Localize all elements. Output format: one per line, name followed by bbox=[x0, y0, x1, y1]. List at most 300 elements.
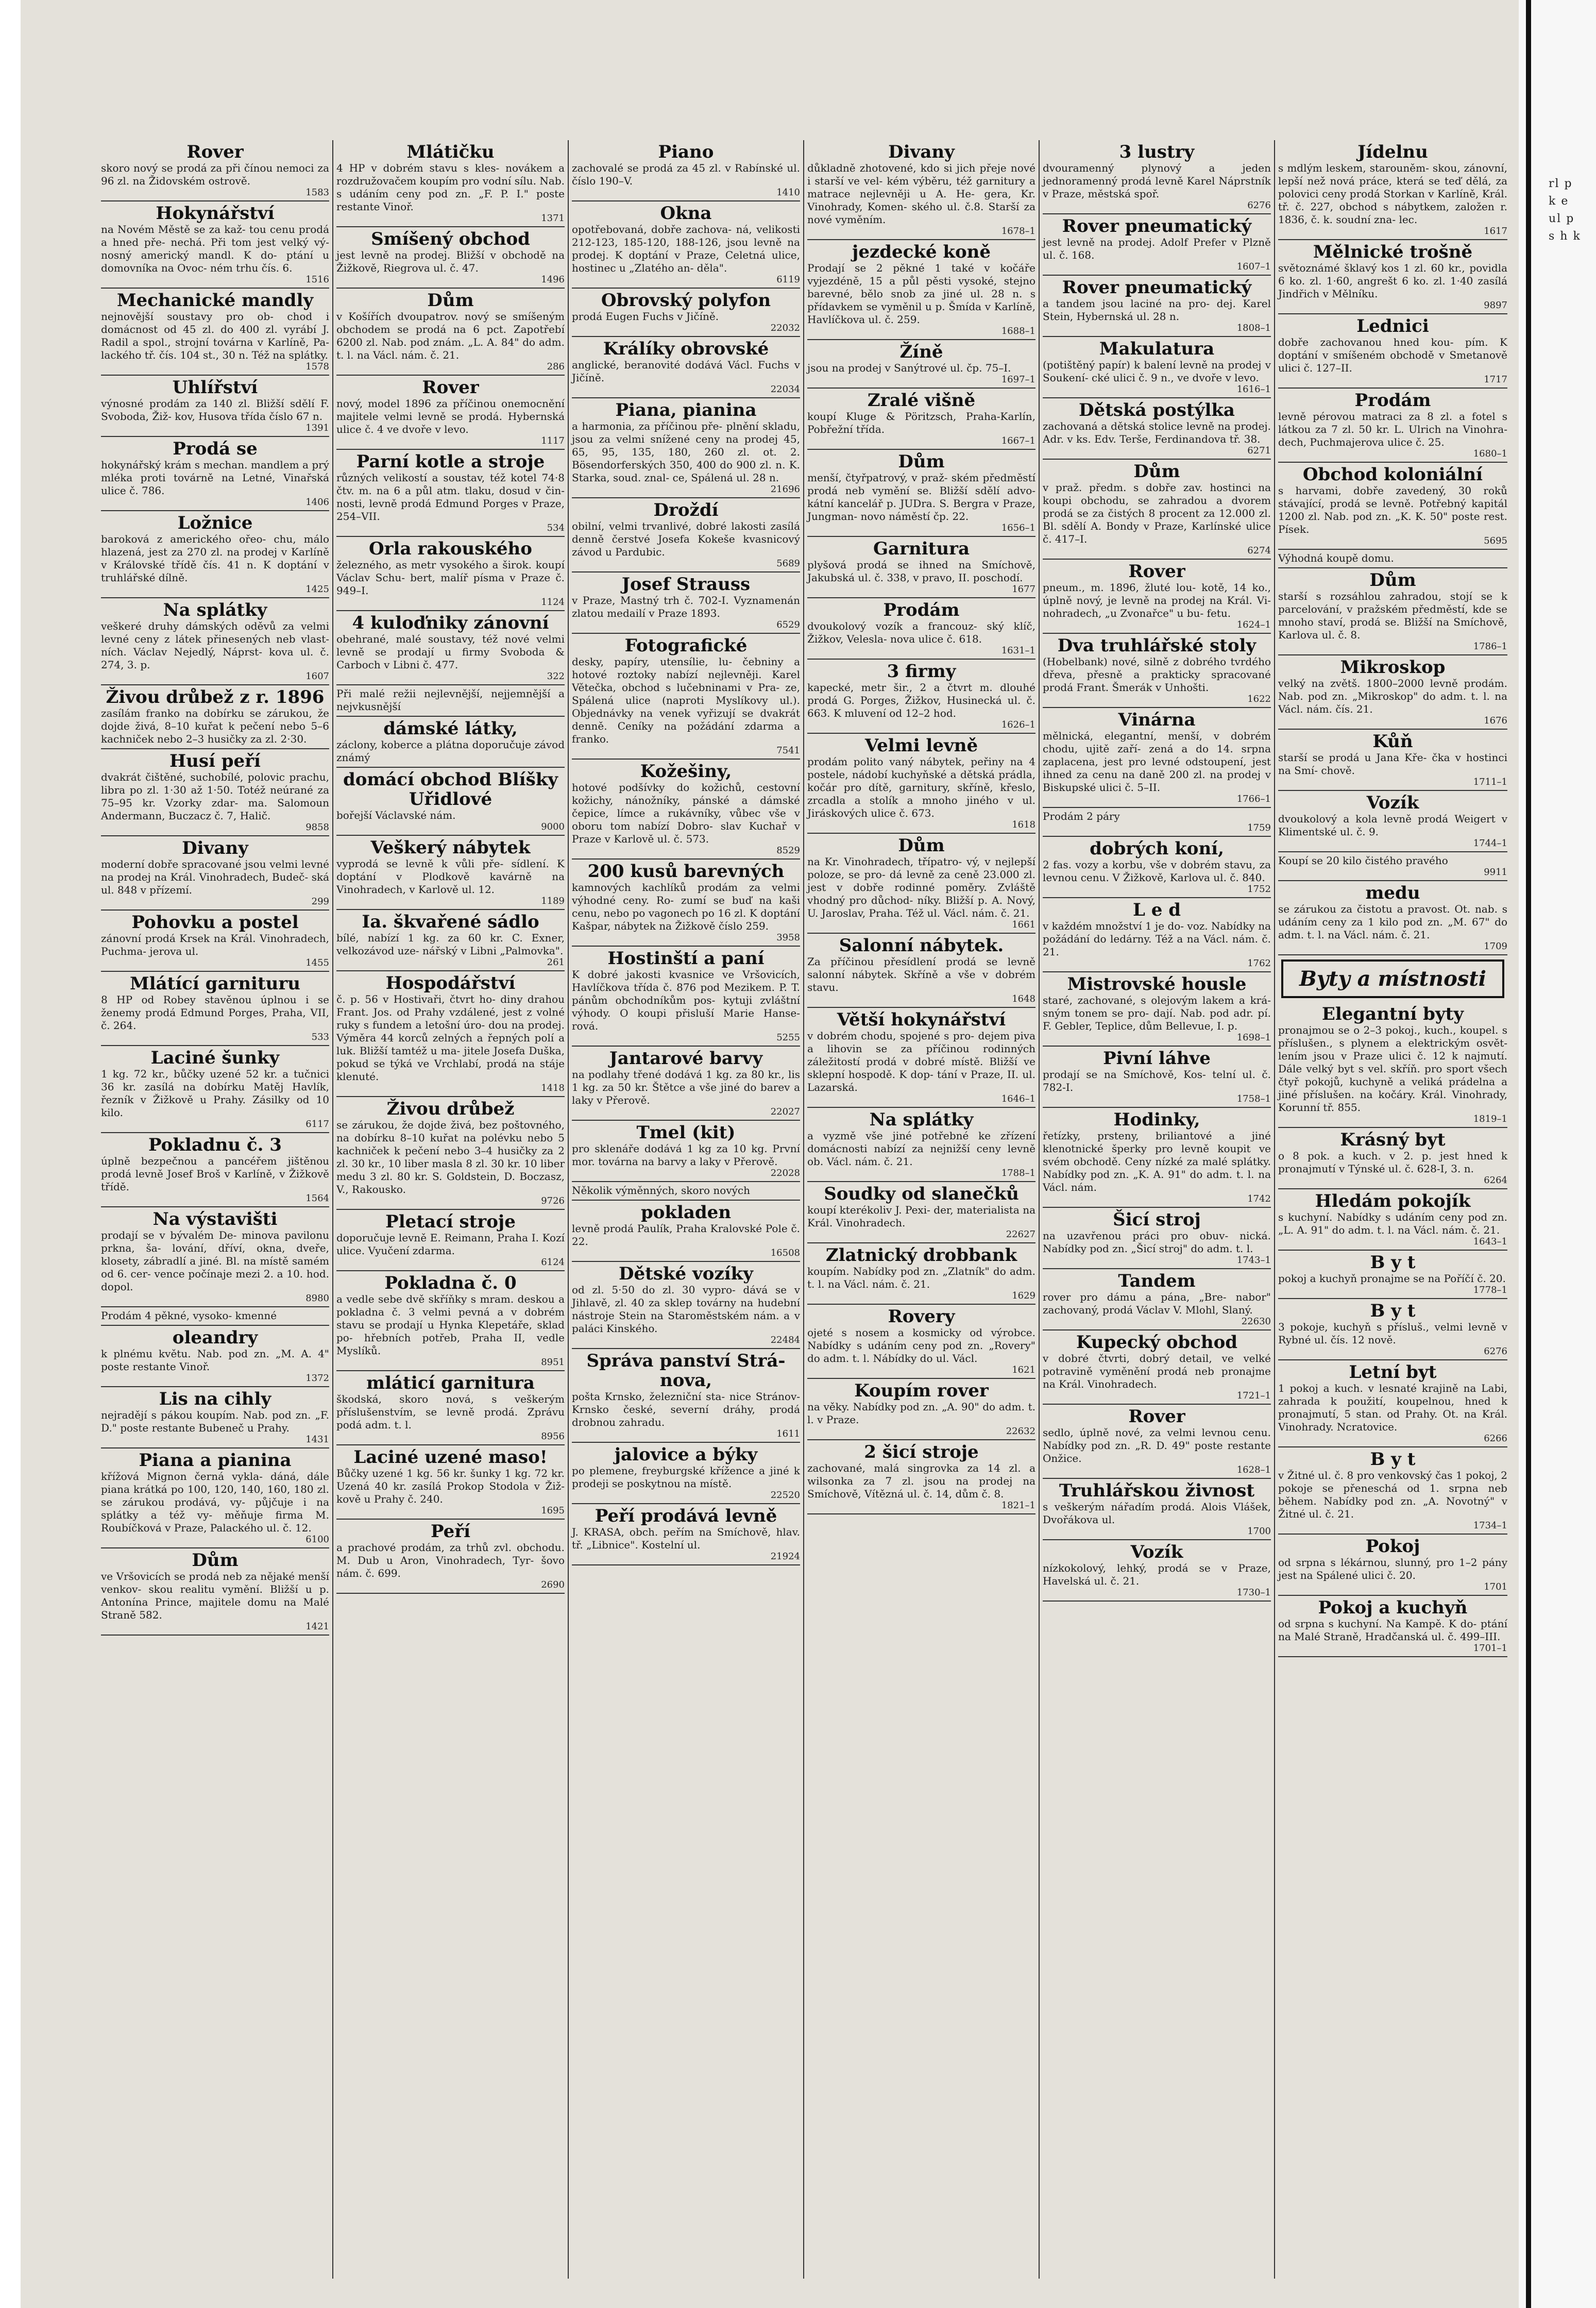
classified-ad bbox=[336, 376, 565, 450]
classified-ad bbox=[807, 1440, 1035, 1514]
ad-heading: jalovice a býky bbox=[614, 1444, 758, 1465]
classified-ad bbox=[1043, 398, 1271, 460]
ad-number: 1766–1 bbox=[1236, 794, 1271, 804]
ad-number: 22028 bbox=[770, 1168, 800, 1178]
ad-number: 6274 bbox=[1247, 545, 1271, 556]
ad-heading: Dům bbox=[1369, 570, 1416, 591]
ad-heading: mláticí garnitura bbox=[366, 1373, 535, 1393]
ad-body: zachované, malá singrovka za 14 zl. a wilsonka za 7 zl. jsou na prodej na Smíchově, Vítězná ul. č. 14, dům č. 8. bbox=[807, 1462, 1035, 1500]
ad-heading: dobrých koní, bbox=[1090, 838, 1224, 859]
ad-heading: dámské látky, bbox=[383, 718, 518, 739]
classified-ad bbox=[807, 140, 1035, 240]
ad-number: 7541 bbox=[776, 745, 800, 756]
ad-heading: Divany bbox=[888, 142, 955, 162]
ad-number: 1819–1 bbox=[1473, 1114, 1507, 1124]
ad-body: Za příčinou přesídlení prodá se levně salonní nábytek. Skříně a vše v dobrém stavu. bbox=[807, 955, 1035, 993]
ad-heading: Velmi levně bbox=[864, 735, 978, 756]
page-edge-shadow bbox=[1526, 0, 1531, 2308]
ad-heading: Správa panství Strá- nova, bbox=[586, 1351, 786, 1391]
ad-number: 5689 bbox=[776, 558, 800, 569]
ad-body: pokoj a kuchyň pronajme se na Poříčí č. 20. bbox=[1278, 1272, 1506, 1285]
classified-ad bbox=[1278, 1299, 1507, 1360]
ad-heading: Smíšený obchod bbox=[371, 229, 530, 249]
classified-ad bbox=[336, 1210, 565, 1271]
ad-number: 8529 bbox=[776, 845, 800, 856]
ad-number: 1622 bbox=[1247, 694, 1271, 704]
ad-body: od zl. 5·50 do zl. 30 vypro- dává se v Jihlavě, zl. 40 za sklep továrny na hudební nástroje Stein na Staroměstském nám. a v paláci Kinského. bbox=[572, 1284, 800, 1335]
ad-body: ve Vršovicích se prodá neb za nějaké menší venkov- skou realitu vymění. Bližší u p. Antonína Prince, majitele domu na Malé Straně 582. bbox=[101, 1570, 329, 1621]
ad-body: prodám polito vaný nábytek, peřiny na 4 postele, nádobí kuchyňské a dětská prádla, kočár pro dítě, garnitury, skříně, křeslo, zrcadla a stolík a mnoho jiného v ul. Jiráskových ulice č. 673. bbox=[807, 755, 1035, 819]
ad-heading: Prodám bbox=[1354, 390, 1431, 411]
classified-ad bbox=[572, 1121, 800, 1182]
ad-number: 1431 bbox=[305, 1434, 329, 1445]
classified-ad bbox=[807, 660, 1035, 734]
ad-heading: Ložnice bbox=[177, 513, 253, 533]
ad-heading: Garnitura bbox=[873, 538, 970, 559]
ad-body: s harvami, dobře zavedený, 30 roků stávající, prodá se levně. Potřebný kapitál 1200 zl. Nab. pod zn. „K. K. 50" poste rest. Písek. bbox=[1278, 484, 1507, 535]
classified-ad bbox=[101, 1548, 329, 1636]
ad-number: 22632 bbox=[1006, 1426, 1035, 1437]
ad-heading: Rover bbox=[186, 142, 244, 162]
ad-body: a prachové prodám, za trhů zvl. obchodu. M. Dub u Aron, Vinohradech, Tyr- šovo nám. č. 699. bbox=[336, 1541, 565, 1579]
classified-ad bbox=[572, 201, 800, 289]
ad-heading: Soudky od slanečků bbox=[824, 1184, 1019, 1204]
ad-body: a harmonia, za příčinou pře- plnění skladu, jsou za velmi snížené ceny na prodej 45, 65, 95, 135, 180, 260 zl. ot. 2. Bösendorferských 350, 400 do 900 zl. n. K. Starka, soud. znal- ce, Spálená ul. 28 n. bbox=[572, 420, 800, 484]
ad-body: nízkokolový, lehký, prodá se v Praze, Havelská ul. č. 21. bbox=[1043, 1562, 1271, 1587]
classified-ad bbox=[1043, 898, 1271, 972]
ad-heading: Letní byt bbox=[1349, 1362, 1437, 1383]
ad-body: zachovalé se prodá za 45 zl. v Rabínské ul. číslo 190–V. bbox=[572, 162, 800, 187]
ad-heading: Rover bbox=[1128, 1406, 1185, 1427]
classified-ad bbox=[1043, 708, 1271, 808]
ad-heading: medu bbox=[1365, 883, 1420, 903]
ad-body: rover pro dámu a pána, „Bre- nabor" zachovaný, prodá Václav V. Mlohl, Slaný. bbox=[1043, 1291, 1271, 1316]
ad-number: 322 bbox=[547, 671, 565, 682]
ad-body: na Novém Městě se za kaž- tou cenu prodá a hned pře- nechá. Při tom jest velký vý- nosný americký mandl. K do- ptání u domovníka na Ovoc- ném trhu čís. 6. bbox=[101, 223, 329, 274]
classified-ad bbox=[572, 1262, 800, 1349]
ad-body: škodská, skoro nová, s veškerým příslušenstvím, se levně prodá. Zprávu podá adm. t. l. bbox=[336, 1393, 565, 1431]
ad-heading: Makulatura bbox=[1099, 339, 1215, 359]
ad-heading: Tmel (kit) bbox=[636, 1122, 736, 1143]
ad-number: 2690 bbox=[541, 1579, 565, 1590]
ad-body: starší s rozsáhlou zahradou, stojí se k parcelování, v pražském předměstí, kde se mnoho staví, prodá se. Bližší na Smíchově, Karlova ul. č. 8. bbox=[1278, 590, 1507, 641]
ad-body: levně prodá Paulík, Praha Kralovské Pole č. 22. bbox=[572, 1222, 800, 1248]
ad-heading: 200 kusů barevných bbox=[587, 861, 785, 882]
ad-heading: Dva truhlářské stoly bbox=[1057, 635, 1257, 656]
classified-ad bbox=[1278, 791, 1507, 852]
ad-body: (potištěný papír) k balení levně na prodej v Soukení- cké ulici č. 9 n., ve dvoře v levo. bbox=[1043, 359, 1271, 384]
classified-ad bbox=[1278, 655, 1507, 730]
classified-ad bbox=[572, 1201, 800, 1262]
ad-number: 1762 bbox=[1247, 958, 1271, 969]
ad-heading: Mechanické mandly bbox=[116, 290, 314, 311]
ad-number: 1607–1 bbox=[1236, 261, 1271, 272]
ad-body: staré, zachované, s olejovým lakem a krá- sným tonem se pro- dají. Nab. pod adr. pí. F. Gebler, Teplice, dům Bellevue, I. p. bbox=[1043, 994, 1271, 1032]
ad-number: 6100 bbox=[305, 1534, 329, 1545]
ad-heading: L e d bbox=[1133, 900, 1181, 920]
classified-ad bbox=[1043, 1540, 1271, 1602]
ad-body: dvakrát čištěné, suchobílé, polovic prachu, libra po zl. 1·30 až 1·50. Totéž neúrané za 75–95 kr. Vzorky zdar- ma. Salomoun Andermann, Buczacz č. 7, Halič. bbox=[101, 771, 329, 822]
ad-number: 1406 bbox=[305, 497, 329, 508]
classified-ad bbox=[336, 450, 565, 537]
ad-body: výnosné prodám za 140 zl. Bližší sdělí F. Svoboda, Žiž- kov, Husova třída číslo 67 n. bbox=[101, 397, 329, 423]
classified-ad bbox=[1278, 1002, 1507, 1128]
ad-body: Při malé režii nejlevnější, nejjemnější a nejvkusnější bbox=[336, 687, 565, 713]
ad-heading: Vozík bbox=[1366, 793, 1419, 813]
ad-body: č. p. 56 v Hostivaři, čtvrt ho- diny drahou Frant. Jos. od Prahy vzdálené, jest z volné ruky s fundem a letošní úro- dou na prodej. Výměra 44 korců zelných a řepných polí a luk. Bližší tamtéž u ma- jitele Josefa Duška, pokud se týká ve Vrchlabí, prodá na stáje klenuté. bbox=[336, 993, 565, 1083]
ad-heading: Salonní nábytek. bbox=[839, 935, 1004, 956]
ad-number: 1418 bbox=[541, 1083, 565, 1093]
ad-heading: Dětská postýlka bbox=[1079, 400, 1235, 420]
classified-ad bbox=[807, 240, 1035, 340]
ad-heading: Živou drůbež bbox=[386, 1099, 515, 1119]
ad-heading: B y t bbox=[1370, 1252, 1416, 1273]
ad-number: 6117 bbox=[305, 1119, 329, 1130]
classified-ad bbox=[1278, 1596, 1507, 1657]
ad-heading: Žíně bbox=[899, 342, 943, 362]
ad-heading: pokladen bbox=[640, 1202, 732, 1223]
ad-number: 1678–1 bbox=[1001, 226, 1035, 237]
ad-heading: Zralé višně bbox=[867, 390, 976, 411]
classified-ad bbox=[1043, 1047, 1271, 1108]
classified-ad bbox=[1278, 314, 1507, 389]
classified-ad bbox=[101, 1133, 329, 1207]
ad-heading: Dětské vozíky bbox=[619, 1263, 753, 1284]
ad-heading: Na splátky bbox=[163, 600, 267, 620]
ad-heading: Jídelnu bbox=[1357, 142, 1428, 162]
ad-body: koupí kterékoliv J. Pexi- der, materialista na Král. Vinohradech. bbox=[807, 1204, 1035, 1229]
ad-body: mělnická, elegantní, menší, v dobrém chodu, ujitě zaří- zená a do 14. srpna zaplacena, jest pro levné odstoupení, jest ihned za cenu na daně 200 zl. na prodej v Biskupské ulici č. 5–II. bbox=[1043, 730, 1271, 794]
ad-body: sedlo, úplně nové, za velmi levnou cenu. Nabídky pod zn. „R. D. 49" poste restante Onžice. bbox=[1043, 1426, 1271, 1464]
ad-number: 1701 bbox=[1484, 1581, 1507, 1592]
ad-body: se zárukou, že dojde živá, bez poštovného, na dobírku 8–10 kuřat na polévku nebo 5 kachniček k pečení nebo 3–4 husičky za 2 zl. 30 kr., 10 liber masla 8 zl. 30 kr. 10 liber medu 3 zl. 80 kr. S. Goldstein, D. Boczasz, V., Rakousko. bbox=[336, 1119, 565, 1195]
ad-body: Několik výměnných, skoro nových bbox=[572, 1184, 751, 1197]
classified-ad bbox=[572, 634, 800, 760]
classified-ad bbox=[336, 910, 565, 971]
ad-heading: Hodinky, bbox=[1113, 1109, 1200, 1130]
ad-number: 1709 bbox=[1484, 941, 1507, 952]
ad-number: 261 bbox=[547, 957, 565, 968]
ad-body: pronajmou se o 2–3 pokoj., kuch., koupel. s příslušen., s plynem a elektrickým osvět- lením jsou v Praze ulici č. 12 k najmutí. Dále velký byt s vel. skříň. pro sport všech čtyř pokojů, kuchyně a veliká prádelna a jiné příslušen. na kočáry. Král. Vinohrady, Korunní tř. 855. bbox=[1278, 1024, 1507, 1114]
classified-ad bbox=[572, 1504, 800, 1565]
classified-ad bbox=[101, 140, 329, 201]
ad-heading: Peří prodává levně bbox=[595, 1506, 777, 1526]
ad-heading: 2 šicí stroje bbox=[864, 1442, 979, 1462]
ad-number: 5695 bbox=[1484, 535, 1507, 546]
ad-body: dvouramenný plynový a jeden jednoramenný prodá levně Karel Náprstník v Praze, městská spoř. bbox=[1043, 162, 1271, 200]
ad-body: zánovní prodá Krsek na Král. Vinohradech, Puchma- jerova ul. bbox=[101, 932, 329, 957]
classified-ad bbox=[336, 768, 565, 836]
classified-ad bbox=[572, 289, 800, 337]
ad-heading: domácí obchod Blíšky Uřidlové bbox=[343, 769, 558, 810]
ad-number: 21924 bbox=[770, 1551, 800, 1562]
ad-number: 1698–1 bbox=[1236, 1032, 1271, 1043]
ad-number: 1661 bbox=[1012, 919, 1035, 930]
ad-body: v každém množství 1 je do- voz. Nabídky na požádání do ledárny. Též a na Václ. nám. č. 21. bbox=[1043, 920, 1271, 958]
ad-number: 1624–1 bbox=[1236, 619, 1271, 630]
classified-ad bbox=[1278, 1128, 1507, 1189]
classified-ad bbox=[807, 450, 1035, 537]
ad-heading: Dům bbox=[898, 835, 945, 856]
column-4 bbox=[804, 140, 1040, 2279]
ad-number: 1701–1 bbox=[1473, 1643, 1507, 1654]
ad-number: 1721–1 bbox=[1236, 1390, 1271, 1401]
ad-heading: Lednici bbox=[1356, 316, 1429, 336]
ad-body: s kuchyní. Nabídky s udáním ceny pod zn. „L. A. 91" do adm. t. l. na Václ. nám. č. 21. bbox=[1278, 1211, 1507, 1236]
classified-ad bbox=[1278, 1360, 1507, 1447]
classified-ad bbox=[1278, 550, 1507, 568]
ad-number: 1744–1 bbox=[1473, 838, 1507, 849]
ad-heading: Zlatnický drobbank bbox=[825, 1245, 1017, 1266]
ad-body: na uzavřenou práci pro obuv- nická. Nabídky pod zn. „Šicí stroj" do adm. t. l. bbox=[1043, 1229, 1271, 1255]
ad-body: skoro nový se prodá za při čínou nemoci za 96 zl. na Židovském ostrově. bbox=[101, 162, 329, 187]
ad-body: a tandem jsou laciné na pro- dej. Karel Stein, Hybernská ul. 28 n. bbox=[1043, 297, 1271, 323]
newspaper-page bbox=[21, 0, 1519, 2308]
ad-number: 1676 bbox=[1484, 715, 1507, 726]
classified-ad bbox=[336, 971, 565, 1097]
ad-number: 286 bbox=[547, 361, 565, 372]
ad-body: nový, model 1896 za příčinou onemocnění majitele velmi levně se prodá. Hybernská ulice č. 4 ve dvoře v levo. bbox=[336, 397, 565, 435]
classified-ad bbox=[1043, 1108, 1271, 1208]
ad-body: a vedle sebe dvě skříňky s mram. deskou a pokladna č. 3 velmi pevná a v dobrém stavu se prodají u Hynka Klepetáře, sklad po- hřebních potřeb, Praha II, vedle Myslíků. bbox=[336, 1293, 565, 1357]
ad-number: 9000 bbox=[541, 821, 565, 832]
classified-ad bbox=[572, 1182, 800, 1201]
classified-ad bbox=[1043, 808, 1271, 837]
adjacent-page-edge bbox=[1519, 0, 1596, 2308]
ad-number: 8956 bbox=[541, 1431, 565, 1442]
ad-heading: Mělnické trošně bbox=[1313, 242, 1473, 262]
classified-ad bbox=[1278, 568, 1507, 655]
ad-heading: Parní kotle a stroje bbox=[356, 451, 545, 472]
ad-number: 1117 bbox=[541, 435, 565, 446]
ad-number: 1648 bbox=[1012, 993, 1035, 1004]
ad-body: a vyzmě vše jiné potřebné ke zřízení domácnosti nabízí za nejnižší ceny levně ob. Václ. nám. č. 21. bbox=[807, 1130, 1035, 1168]
classified-ad bbox=[336, 1271, 565, 1371]
ad-heading: Jantarové barvy bbox=[609, 1048, 763, 1069]
ad-number: 1743–1 bbox=[1236, 1255, 1271, 1266]
classified-ad bbox=[336, 1520, 565, 1594]
classified-ad bbox=[1043, 560, 1271, 634]
ad-body: 1 pokoj a kuch. v lesnaté krajině na Labi, zahrada k použití, koupelnou, hned k pronajmutí, 5 stan. od Prahy. Ot. na Král. Vinohrady. Ncratovice. bbox=[1278, 1382, 1507, 1433]
ad-heading: Rover bbox=[1128, 561, 1185, 582]
classified-ad bbox=[101, 598, 329, 685]
ad-body: moderní dobře spracované jsou velmi levné na prodej na Král. Vinohradech, Budeč- ská ul. 848 v přízemí. bbox=[101, 858, 329, 896]
ad-number: 1189 bbox=[541, 896, 565, 906]
classified-ad bbox=[572, 947, 800, 1047]
ad-body: 3 pokoje, kuchyň s přísluš., velmi levně v Rybné ul. čís. 12 nově. bbox=[1278, 1321, 1507, 1346]
ad-body: zachovaná a dětská stolice levně na prodej. Adr. v ks. Edv. Terše, Ferdinandova tř. 38. bbox=[1043, 420, 1271, 445]
ad-number: 1656–1 bbox=[1001, 523, 1035, 533]
classified-ad bbox=[807, 1243, 1035, 1305]
classified-ad bbox=[101, 437, 329, 511]
ad-body: Výhodná koupě domu. bbox=[1278, 552, 1394, 564]
ad-heading: Pohovku a postel bbox=[131, 912, 299, 933]
ad-number: 1618 bbox=[1012, 819, 1035, 830]
ad-heading: Mistrovské housle bbox=[1067, 974, 1247, 995]
classified-ad bbox=[336, 140, 565, 227]
classified-ad bbox=[572, 140, 800, 201]
ad-number: 1752 bbox=[1247, 884, 1271, 895]
ad-heading: Pokoj a kuchyň bbox=[1318, 1597, 1468, 1618]
ad-heading: Josef Strauss bbox=[621, 574, 751, 595]
ad-body: K dobré jakosti kvasnice ve Vršovicích, Havlíčkova třída č. 876 pod Mezikem. P. T. pánům obchodníkům pos- kytuji zvláštní výhody. O koupi přisluší Marie Hanse- rová. bbox=[572, 968, 800, 1032]
ad-body: úplně bezpečnou a pancéřem jištěnou prodá levně Josef Broš v Karlíně, v Žižkově třídě. bbox=[101, 1155, 329, 1193]
ad-heading: Živou drůbež z r. 1896 bbox=[106, 687, 325, 707]
classified-ad bbox=[1043, 634, 1271, 708]
ad-heading: 3 lustry bbox=[1119, 142, 1195, 162]
ad-number: 21696 bbox=[770, 484, 800, 495]
ad-number: 1734–1 bbox=[1473, 1520, 1507, 1531]
ad-number: 1631–1 bbox=[1001, 645, 1035, 656]
ad-body: v Praze, Mastný trh č. 702-I. Vyznamenán zlatou medailí v Praze 1893. bbox=[572, 594, 800, 619]
section-banner: Byty a místnosti bbox=[1281, 959, 1504, 998]
ad-number: 1421 bbox=[305, 1621, 329, 1632]
ad-number: 22027 bbox=[770, 1106, 800, 1117]
classified-ad bbox=[101, 1207, 329, 1307]
ad-number: 6276 bbox=[1247, 200, 1271, 211]
ad-number: 1700 bbox=[1247, 1526, 1271, 1537]
ad-heading: Rover pneumatický bbox=[1062, 277, 1252, 298]
ad-body: 2 fas. vozy a korbu, vše v dobrém stavu, za levnou cenu. V Žižkově, Karlova ul. č. 840. bbox=[1043, 858, 1271, 884]
classified-ad bbox=[807, 340, 1035, 389]
ad-heading: Fotografické bbox=[624, 635, 748, 656]
classified-ad bbox=[101, 685, 329, 749]
ad-heading: Pokoj bbox=[1365, 1536, 1420, 1557]
ad-body: na věky. Nabídky pod zn. „A. 90" do adm. t. l. v Praze. bbox=[807, 1401, 1035, 1426]
classified-ad bbox=[101, 911, 329, 972]
classified-ad bbox=[572, 498, 800, 572]
classified-ad bbox=[101, 289, 329, 376]
ad-heading: Truhlářskou živnost bbox=[1059, 1480, 1255, 1501]
ad-body: kamnových kachlíků prodám za velmi výhodné ceny. Ro- zumí se buď na kaši cenu, nebo po vagonech po 16 zl. K doptání Kašpar, nábytek na Žižkově číslo 259. bbox=[572, 881, 800, 932]
classified-ad bbox=[101, 1326, 329, 1387]
classified-ad bbox=[101, 1307, 329, 1326]
ad-body: křížová Mignon černá vykla- dáná, dále piana krátká po 100, 120, 140, 160, 180 zl. se zárukou prodává, vy- půjčuje i na splátky a též vy- měňuje firma M. Roubíčková v Praze, Palackého ul. č. 12. bbox=[101, 1470, 329, 1534]
classified-ad bbox=[336, 1445, 565, 1520]
ad-number: 1643–1 bbox=[1473, 1236, 1507, 1247]
ad-number: 1425 bbox=[305, 584, 329, 595]
ad-number: 1626–1 bbox=[1001, 719, 1035, 730]
ad-body: důkladně zhotovené, kdo si jich přeje nové i starší ve vel- kém výběru, též garnitury a matrace nejlevněji u A. He- gera, Kr. Vinohrady, Komen- ského ul. č.8. Starší za nové vyměním. bbox=[807, 162, 1035, 226]
ad-body: po plemene, freyburgské křížence a jiné k prodeji se poskytnou na místě. bbox=[572, 1464, 800, 1490]
ad-heading: Pivní láhve bbox=[1103, 1048, 1211, 1069]
classified-ad bbox=[807, 1182, 1035, 1243]
classified-ad bbox=[101, 201, 329, 289]
classified-ad bbox=[572, 572, 800, 634]
ad-number: 1786–1 bbox=[1473, 641, 1507, 652]
ad-number: 1677 bbox=[1012, 584, 1035, 595]
classified-ad bbox=[1043, 972, 1271, 1047]
ad-heading: Okna bbox=[660, 203, 712, 224]
ad-body: dvoukolový a kola levně prodá Weigert v Klimentské ul. č. 9. bbox=[1278, 813, 1507, 838]
ad-body: (Hobelbank) nové, silně z dobrého tvrdého dřeva, přesně a prakticky spracované prodá Frant. Šmerák v Unhošti. bbox=[1043, 655, 1271, 694]
ad-heading: Pletací stroje bbox=[385, 1211, 516, 1232]
ad-body: Koupí se 20 kilo čistého pravého bbox=[1278, 854, 1448, 867]
ad-body: v dobrém chodu, spojené s pro- dejem piva a lihovin se za příčinou rodinných záležitostí prodá v dobré místě. Bližší ve sklepní hospodě. K dop- tání v Praze, II. ul. Lazarská. bbox=[807, 1030, 1035, 1093]
ad-heading: Uhlířství bbox=[172, 377, 258, 398]
ad-body: opotřebovaná, dobře zachova- ná, velikosti 212-123, 185-120, 188-126, jsou levně na prodej. K doptání v Praze, Celetná ulice, hostinec u „Zlatého an- děla". bbox=[572, 223, 800, 274]
classified-ad bbox=[572, 860, 800, 947]
ad-heading: Piano bbox=[658, 142, 714, 162]
ad-body: Bůčky uzené 1 kg. 56 kr. šunky 1 kg. 72 kr. Uzená 40 kr. zasílá Prokop Stodola v Žiž- kově u Prahy č. 240. bbox=[336, 1467, 565, 1505]
ad-heading: 3 firmy bbox=[887, 661, 956, 682]
classified-ad bbox=[336, 685, 565, 717]
column-1 bbox=[98, 140, 333, 2279]
classified-ad bbox=[807, 1305, 1035, 1379]
ad-heading: Laciné uzené maso! bbox=[353, 1447, 548, 1468]
ad-body: na Kr. Vinohradech, třípatro- vý, v nejlepší poloze, se pro- dá levně za ceně 23.000 zl. jest v dobře rodinné poměry. Zvláště vhodný pro důchod- níky. Bližší p. A. Nový, U. Jaroslav, Praha. Též ul. Václ. nám. č. 21. bbox=[807, 855, 1035, 919]
ad-number: 299 bbox=[311, 896, 329, 907]
ad-body: záclony, koberce a plátna doporučuje závod známý bbox=[336, 738, 565, 764]
ad-heading: Piana a pianina bbox=[139, 1450, 292, 1471]
classified-ad bbox=[336, 537, 565, 611]
ad-heading: B y t bbox=[1370, 1301, 1416, 1321]
classified-ad bbox=[807, 934, 1035, 1008]
ad-heading: Rover pneumatický bbox=[1062, 216, 1252, 237]
ad-number: 6266 bbox=[1484, 1433, 1507, 1444]
classified-ad bbox=[101, 1448, 329, 1548]
ad-body: s veškerým nářadím prodá. Alois Vlášek, Dvořákova ul. bbox=[1043, 1501, 1271, 1526]
ad-body: Prodají se 2 pěkné 1 také v kočáře vyjezdéně, 15 a půl pěsti vysoké, stejno barevné, bělo snob za jiné ul. 28 n. s přídavkem se vyměnil u p. Šmída v Karlíně, Havlíčkova ul. č. 259. bbox=[807, 262, 1035, 326]
ad-body: na podlahy třené dodává 1 kg. za 80 kr., lis 1 kg. za 50 kr. Štětce a vše jiné do barev a laky v Přerově. bbox=[572, 1068, 800, 1106]
ad-number: 1496 bbox=[541, 274, 565, 285]
ad-heading: Dům bbox=[898, 451, 945, 472]
ad-number: 1646–1 bbox=[1001, 1093, 1035, 1104]
ad-body: prodá Eugen Fuchs v Jičíně. bbox=[572, 310, 719, 323]
column-3 bbox=[569, 140, 804, 2279]
ad-body: ojeté s nosem a kosmicky od výrobce. Nabídky s udáním ceny pod zn. „Rovery" do adm. t. l. Nábídky do ul. Václ. bbox=[807, 1326, 1035, 1364]
classified-ad bbox=[1278, 1535, 1507, 1596]
classified-ad bbox=[1043, 837, 1271, 898]
ad-number: 1124 bbox=[541, 597, 565, 608]
classified-ad bbox=[101, 836, 329, 911]
ad-number: 5255 bbox=[776, 1032, 800, 1043]
classified-ad bbox=[336, 1097, 565, 1210]
ad-body: J. KRASA, obch. peřím na Smíchově, hlav. tř. „Libnice". Kostelní ul. bbox=[572, 1526, 800, 1551]
ad-body: v Košířích dvoupatrov. nový se smíšeným obchodem se prodá na 6 pct. Zapotřebí 6200 zl. Nab. pod znám. „L. A. 84" do adm. t. l. na Václ. nám. č. 21. bbox=[336, 310, 565, 361]
ad-heading: Kůň bbox=[1372, 731, 1413, 752]
ad-heading: Divany bbox=[182, 838, 248, 858]
ad-heading: Elegantní byty bbox=[1321, 1004, 1464, 1024]
ad-body: bořejší Václavské nám. bbox=[336, 809, 456, 821]
ad-body: kapecké, metr šir., 2 a čtvrt m. dlouhé prodá G. Porges, Žižkov, Husinecká ul. č. 663. K mluvení od 12–2 hod. bbox=[807, 681, 1035, 719]
ad-heading: Králíky obrovské bbox=[603, 339, 769, 359]
ad-number: 6124 bbox=[541, 1257, 565, 1268]
classified-ad bbox=[807, 1379, 1035, 1440]
classifieds-columns bbox=[98, 140, 1510, 2279]
ad-number: 1758–1 bbox=[1236, 1093, 1271, 1104]
bleed-text: rl p k e ul p s h k bbox=[1549, 177, 1581, 243]
ad-body: v praž. předm. s dobře zav. hostinci na koupi obchodu, se zahradou a dvorem prodá se za čistých 8 procent za 12.000 zl. Bl. sdělí A. Bondy v Praze, Karlínské ulice č. 417–I. bbox=[1043, 481, 1271, 545]
ad-heading: Lis na cihly bbox=[159, 1389, 271, 1409]
ad-body: s mdlým leskem, starouněm- skou, zánovní, lepší než nová práce, která se teď dělá, za polovici ceny prodá Storkan v Karlíně, Král. tř. č. 227, obchod s nábytkem, založen r. 1836, č. k. soudní zna- lec. bbox=[1278, 162, 1507, 226]
ad-number: 533 bbox=[311, 1032, 329, 1042]
ad-heading: Krásný byt bbox=[1340, 1130, 1446, 1150]
ad-heading: Mlátičku bbox=[406, 142, 495, 162]
ad-body: doporučuje levně E. Reimann, Praha I. Kozí ulice. Vyučení zdarma. bbox=[336, 1232, 565, 1257]
ad-body: jest levně na prodej. Bližší v obchodě na Žižkově, Riegrova ul. č. 47. bbox=[336, 249, 565, 274]
ad-number: 9726 bbox=[541, 1195, 565, 1206]
ad-number: 1607 bbox=[305, 671, 329, 682]
ad-heading: Obrovský polyfon bbox=[601, 290, 771, 311]
ad-heading: jezdecké koně bbox=[852, 242, 991, 262]
ad-heading: Tandem bbox=[1118, 1271, 1196, 1291]
ad-body: dobře zachovanou hned kou- pím. K doptání v smíšeném obchodě v Smetanově ulici č. 127–II. bbox=[1278, 336, 1507, 374]
ad-heading: Mlátící garnituru bbox=[129, 973, 301, 994]
ad-body: zasílám franko na dobírku se zárukou, že dojde živá, 8–10 kuřat k pečení nebo 5–6 kachniček nebo 2–3 husičky za zl. 2·30. bbox=[101, 707, 329, 745]
classified-ad bbox=[1278, 389, 1507, 463]
ad-number: 1717 bbox=[1484, 374, 1507, 385]
